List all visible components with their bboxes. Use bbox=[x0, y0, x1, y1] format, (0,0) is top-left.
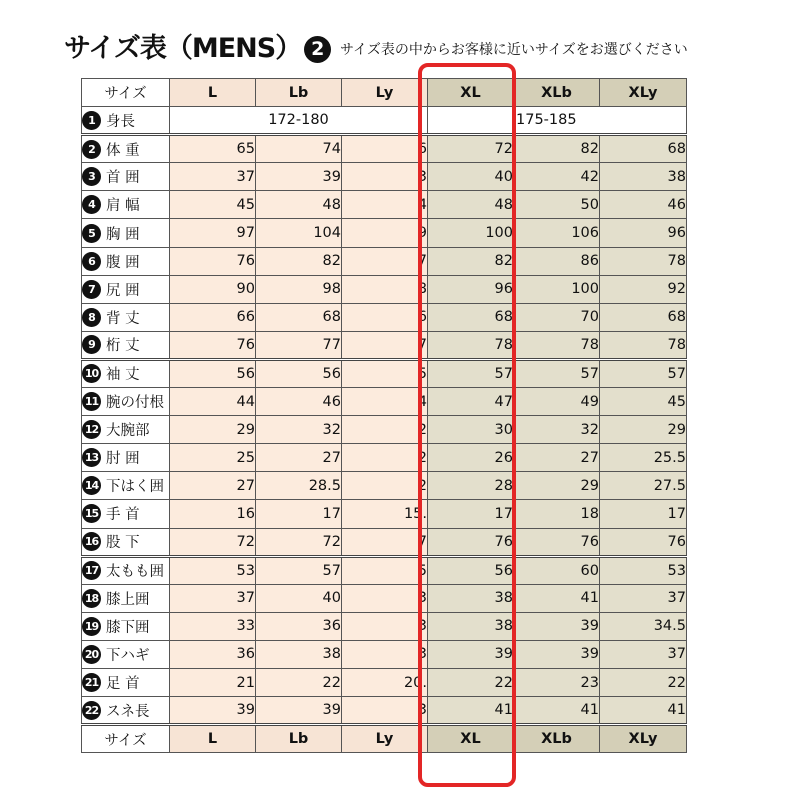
row-number-badge: 2 bbox=[82, 140, 101, 159]
table-row bbox=[82, 275, 687, 303]
value-cell: 16 bbox=[170, 500, 256, 528]
value-cell: 3 bbox=[342, 640, 428, 668]
value-cell: 78 bbox=[514, 331, 600, 359]
row-label bbox=[82, 163, 170, 191]
value-cell: 100 bbox=[514, 275, 600, 303]
value-cell: 38 bbox=[428, 584, 514, 612]
title-number-badge: 2 bbox=[304, 36, 331, 63]
value-cell: 48 bbox=[428, 191, 514, 219]
value-cell: 86 bbox=[514, 247, 600, 275]
table-row bbox=[82, 247, 687, 275]
value-cell: 47 bbox=[428, 388, 514, 416]
value-cell: 48 bbox=[256, 191, 342, 219]
table-row bbox=[82, 331, 687, 359]
row-label bbox=[82, 584, 170, 612]
value-cell: 49 bbox=[514, 388, 600, 416]
row-label bbox=[82, 444, 170, 472]
title-text: サイズ表（MENS） bbox=[64, 33, 302, 64]
row-label-text: 体 重 bbox=[106, 142, 140, 159]
row-label bbox=[82, 303, 170, 331]
value-cell: 68 bbox=[600, 135, 687, 163]
value-cell: 90 bbox=[170, 275, 256, 303]
value-cell: 39 bbox=[514, 640, 600, 668]
value-cell: 7 bbox=[342, 331, 428, 359]
value-cell: 76 bbox=[428, 528, 514, 556]
table-row bbox=[82, 556, 687, 584]
row-number-badge: 22 bbox=[82, 701, 101, 720]
xl-highlight-frame bbox=[418, 63, 516, 787]
value-cell: 26 bbox=[428, 444, 514, 472]
table-row bbox=[82, 163, 687, 191]
value-cell: 92 bbox=[600, 275, 687, 303]
value-cell: 72 bbox=[428, 135, 514, 163]
value-cell: 32 bbox=[514, 416, 600, 444]
row-number-badge: 11 bbox=[82, 392, 101, 411]
value-cell: 27.5 bbox=[600, 472, 687, 500]
value-cell: 74 bbox=[256, 135, 342, 163]
value-cell: 37 bbox=[170, 584, 256, 612]
row-label bbox=[82, 247, 170, 275]
value-cell: 7 bbox=[342, 247, 428, 275]
value-cell: 6 bbox=[342, 135, 428, 163]
row-number-badge: 3 bbox=[82, 167, 101, 186]
value-cell: 25 bbox=[170, 444, 256, 472]
value-cell: 76 bbox=[170, 247, 256, 275]
table-row bbox=[82, 697, 687, 725]
row-number-badge: 10 bbox=[82, 364, 101, 383]
value-cell: 56 bbox=[170, 359, 256, 387]
size-header-ly: Ly bbox=[342, 79, 428, 107]
table-row bbox=[82, 668, 687, 696]
value-cell: 72 bbox=[256, 528, 342, 556]
value-cell: 21 bbox=[170, 668, 256, 696]
row-label-text: 腹 囲 bbox=[106, 254, 140, 271]
row-label bbox=[82, 219, 170, 247]
value-cell: 76 bbox=[600, 528, 687, 556]
row-label-text: 下はく囲 bbox=[106, 479, 164, 496]
row-label-text: 腕の付根 bbox=[106, 395, 164, 412]
value-cell: 8 bbox=[342, 275, 428, 303]
row-number-badge: 20 bbox=[82, 645, 101, 664]
table-row bbox=[82, 191, 687, 219]
value-cell: 46 bbox=[600, 191, 687, 219]
row-label-text: 肘 囲 bbox=[106, 451, 140, 468]
row-number-badge: 4 bbox=[82, 195, 101, 214]
value-cell: 78 bbox=[600, 247, 687, 275]
value-cell: 33 bbox=[170, 612, 256, 640]
value-cell: 46 bbox=[256, 388, 342, 416]
value-cell: 53 bbox=[600, 556, 687, 584]
value-cell: 98 bbox=[256, 275, 342, 303]
value-cell: 68 bbox=[428, 303, 514, 331]
value-cell: 36 bbox=[256, 612, 342, 640]
size-header-lb: Lb bbox=[256, 725, 342, 753]
row-label-text: 手 首 bbox=[106, 507, 140, 524]
row-label-text: 袖 丈 bbox=[106, 367, 140, 384]
value-cell: 76 bbox=[170, 331, 256, 359]
row-number-badge: 8 bbox=[82, 308, 101, 327]
value-cell: 3 bbox=[342, 697, 428, 725]
value-cell: 9 bbox=[342, 219, 428, 247]
value-cell: 39 bbox=[256, 697, 342, 725]
value-cell: 41 bbox=[514, 697, 600, 725]
row-label-text: 胸 囲 bbox=[106, 226, 140, 243]
row-label bbox=[82, 697, 170, 725]
size-header-xlb: XLb bbox=[514, 79, 600, 107]
size-table bbox=[81, 78, 687, 753]
size-header-ly: Ly bbox=[342, 725, 428, 753]
size-header-xly: XLy bbox=[600, 79, 687, 107]
row-number-badge: 21 bbox=[82, 673, 101, 692]
value-cell: 106 bbox=[514, 219, 600, 247]
table-row bbox=[82, 416, 687, 444]
value-cell: 77 bbox=[256, 331, 342, 359]
row-label-text: 肩 幅 bbox=[106, 198, 140, 215]
value-cell: 18 bbox=[514, 500, 600, 528]
height-row bbox=[82, 107, 687, 135]
row-label-text: 下ハギ bbox=[106, 647, 150, 664]
row-number-badge: 13 bbox=[82, 448, 101, 467]
row-label bbox=[82, 640, 170, 668]
size-header-l: L bbox=[170, 725, 256, 753]
table-row bbox=[82, 528, 687, 556]
value-cell: 37 bbox=[600, 584, 687, 612]
row-label bbox=[82, 528, 170, 556]
value-cell: 42 bbox=[514, 163, 600, 191]
row-number-badge: 18 bbox=[82, 589, 101, 608]
value-cell: 37 bbox=[600, 640, 687, 668]
value-cell: 41 bbox=[600, 697, 687, 725]
value-cell: 39 bbox=[428, 640, 514, 668]
row-label bbox=[82, 331, 170, 359]
value-cell: 78 bbox=[428, 331, 514, 359]
height-range-xl: 175-185 bbox=[514, 107, 687, 135]
header-label: サイズ bbox=[82, 725, 170, 753]
value-cell: 104 bbox=[256, 219, 342, 247]
row-label-text: 桁 丈 bbox=[106, 338, 140, 355]
value-cell: 2 bbox=[342, 472, 428, 500]
value-cell: 82 bbox=[256, 247, 342, 275]
value-cell: 7 bbox=[342, 528, 428, 556]
value-cell: 38 bbox=[600, 163, 687, 191]
table-row bbox=[82, 612, 687, 640]
value-cell: 76 bbox=[514, 528, 600, 556]
table-row bbox=[82, 444, 687, 472]
row-label bbox=[82, 416, 170, 444]
size-header-xly: XLy bbox=[600, 725, 687, 753]
value-cell: 36 bbox=[170, 640, 256, 668]
value-cell: 97 bbox=[170, 219, 256, 247]
value-cell: 96 bbox=[428, 275, 514, 303]
value-cell: 40 bbox=[428, 163, 514, 191]
value-cell: 45 bbox=[170, 191, 256, 219]
size-header-xlb: XLb bbox=[514, 725, 600, 753]
row-label-text: 大腕部 bbox=[106, 423, 150, 440]
value-cell: 82 bbox=[514, 135, 600, 163]
subtitle: サイズ表の中からお客様に近いサイズをお選びください bbox=[340, 42, 688, 58]
value-cell: 30 bbox=[428, 416, 514, 444]
value-cell: 82 bbox=[428, 247, 514, 275]
value-cell: 5 bbox=[342, 556, 428, 584]
value-cell: 4 bbox=[342, 388, 428, 416]
value-cell: 3 bbox=[342, 612, 428, 640]
row-label bbox=[82, 388, 170, 416]
value-cell: 57 bbox=[428, 359, 514, 387]
row-number-badge: 5 bbox=[82, 224, 101, 243]
header-row-top bbox=[82, 79, 687, 107]
value-cell: 20. bbox=[342, 668, 428, 696]
value-cell: 3 bbox=[342, 584, 428, 612]
value-cell: 38 bbox=[256, 640, 342, 668]
row-label-text: 尻 囲 bbox=[106, 282, 140, 299]
value-cell: 22 bbox=[600, 668, 687, 696]
value-cell: 53 bbox=[170, 556, 256, 584]
value-cell: 39 bbox=[170, 697, 256, 725]
value-cell: 50 bbox=[514, 191, 600, 219]
value-cell: 96 bbox=[600, 219, 687, 247]
value-cell: 28 bbox=[428, 472, 514, 500]
value-cell: 78 bbox=[600, 331, 687, 359]
row-label-text: 膝下囲 bbox=[106, 619, 150, 636]
table-row bbox=[82, 388, 687, 416]
row-number-badge: 14 bbox=[82, 476, 101, 495]
value-cell: 60 bbox=[514, 556, 600, 584]
size-header-xl: XL bbox=[428, 79, 514, 107]
value-cell: 23 bbox=[514, 668, 600, 696]
value-cell: 22 bbox=[428, 668, 514, 696]
table-row bbox=[82, 135, 687, 163]
value-cell: 57 bbox=[256, 556, 342, 584]
row-label bbox=[82, 668, 170, 696]
row-label bbox=[82, 275, 170, 303]
value-cell: 27 bbox=[514, 444, 600, 472]
row-label bbox=[82, 612, 170, 640]
value-cell: 40 bbox=[256, 584, 342, 612]
value-cell: 15. bbox=[342, 500, 428, 528]
table-row bbox=[82, 359, 687, 387]
value-cell: 44 bbox=[170, 388, 256, 416]
row-label-text: 股 下 bbox=[106, 535, 140, 552]
row-label-text: 首 囲 bbox=[106, 170, 140, 187]
value-cell: 57 bbox=[514, 359, 600, 387]
value-cell: 68 bbox=[256, 303, 342, 331]
value-cell: 29 bbox=[514, 472, 600, 500]
size-header-lb: Lb bbox=[256, 79, 342, 107]
value-cell: 2 bbox=[342, 416, 428, 444]
value-cell: 29 bbox=[600, 416, 687, 444]
value-cell: 29 bbox=[170, 416, 256, 444]
value-cell: 70 bbox=[514, 303, 600, 331]
value-cell: 4 bbox=[342, 191, 428, 219]
row-label-text: 膝上囲 bbox=[106, 591, 150, 608]
row-number-badge: 19 bbox=[82, 617, 101, 636]
header-row-bottom bbox=[82, 725, 687, 753]
table-row bbox=[82, 303, 687, 331]
table-row bbox=[82, 219, 687, 247]
value-cell: 3 bbox=[342, 163, 428, 191]
value-cell: 39 bbox=[514, 612, 600, 640]
row-label-text: 足 首 bbox=[106, 676, 140, 693]
row-label-text: 身長 bbox=[106, 113, 135, 130]
value-cell: 6 bbox=[342, 303, 428, 331]
value-cell: 17 bbox=[428, 500, 514, 528]
value-cell: 56 bbox=[256, 359, 342, 387]
row-number-badge: 15 bbox=[82, 504, 101, 523]
row-label bbox=[82, 135, 170, 163]
row-label-text: 太もも囲 bbox=[106, 564, 164, 581]
value-cell: 27 bbox=[170, 472, 256, 500]
value-cell: 39 bbox=[256, 163, 342, 191]
value-cell: 57 bbox=[600, 359, 687, 387]
value-cell: 100 bbox=[428, 219, 514, 247]
value-cell: 25.5 bbox=[600, 444, 687, 472]
row-label bbox=[82, 191, 170, 219]
value-cell: 68 bbox=[600, 303, 687, 331]
row-number-badge: 16 bbox=[82, 532, 101, 551]
value-cell: 2 bbox=[342, 444, 428, 472]
row-label bbox=[82, 359, 170, 387]
value-cell: 41 bbox=[428, 697, 514, 725]
row-label-text: 背 丈 bbox=[106, 310, 140, 327]
value-cell: 5 bbox=[342, 359, 428, 387]
value-cell: 32 bbox=[256, 416, 342, 444]
value-cell: 27 bbox=[256, 444, 342, 472]
row-number-badge: 9 bbox=[82, 335, 101, 354]
row-number-badge: 17 bbox=[82, 561, 101, 580]
value-cell: 28.5 bbox=[256, 472, 342, 500]
value-cell: 34.5 bbox=[600, 612, 687, 640]
row-label bbox=[82, 472, 170, 500]
row-label bbox=[82, 556, 170, 584]
height-range-l: 172-180 bbox=[170, 107, 428, 135]
value-cell: 65 bbox=[170, 135, 256, 163]
row-number-badge: 12 bbox=[82, 420, 101, 439]
value-cell: 22 bbox=[256, 668, 342, 696]
size-header-xl: XL bbox=[428, 725, 514, 753]
value-cell: 17 bbox=[256, 500, 342, 528]
row-label bbox=[82, 500, 170, 528]
row-number-badge: 6 bbox=[82, 252, 101, 271]
table-row bbox=[82, 584, 687, 612]
value-cell: 37 bbox=[170, 163, 256, 191]
table-row bbox=[82, 500, 687, 528]
value-cell: 72 bbox=[170, 528, 256, 556]
header-label: サイズ bbox=[82, 79, 170, 107]
value-cell: 45 bbox=[600, 388, 687, 416]
size-header-l: L bbox=[170, 79, 256, 107]
page-title bbox=[64, 26, 331, 65]
row-label-text: スネ長 bbox=[106, 703, 150, 720]
value-cell: 38 bbox=[428, 612, 514, 640]
value-cell: 41 bbox=[514, 584, 600, 612]
value-cell: 66 bbox=[170, 303, 256, 331]
table-row bbox=[82, 640, 687, 668]
row-label bbox=[82, 107, 170, 135]
value-cell: 17 bbox=[600, 500, 687, 528]
row-number-badge: 1 bbox=[82, 111, 101, 130]
row-number-badge: 7 bbox=[82, 280, 101, 299]
table-row bbox=[82, 472, 687, 500]
value-cell: 56 bbox=[428, 556, 514, 584]
